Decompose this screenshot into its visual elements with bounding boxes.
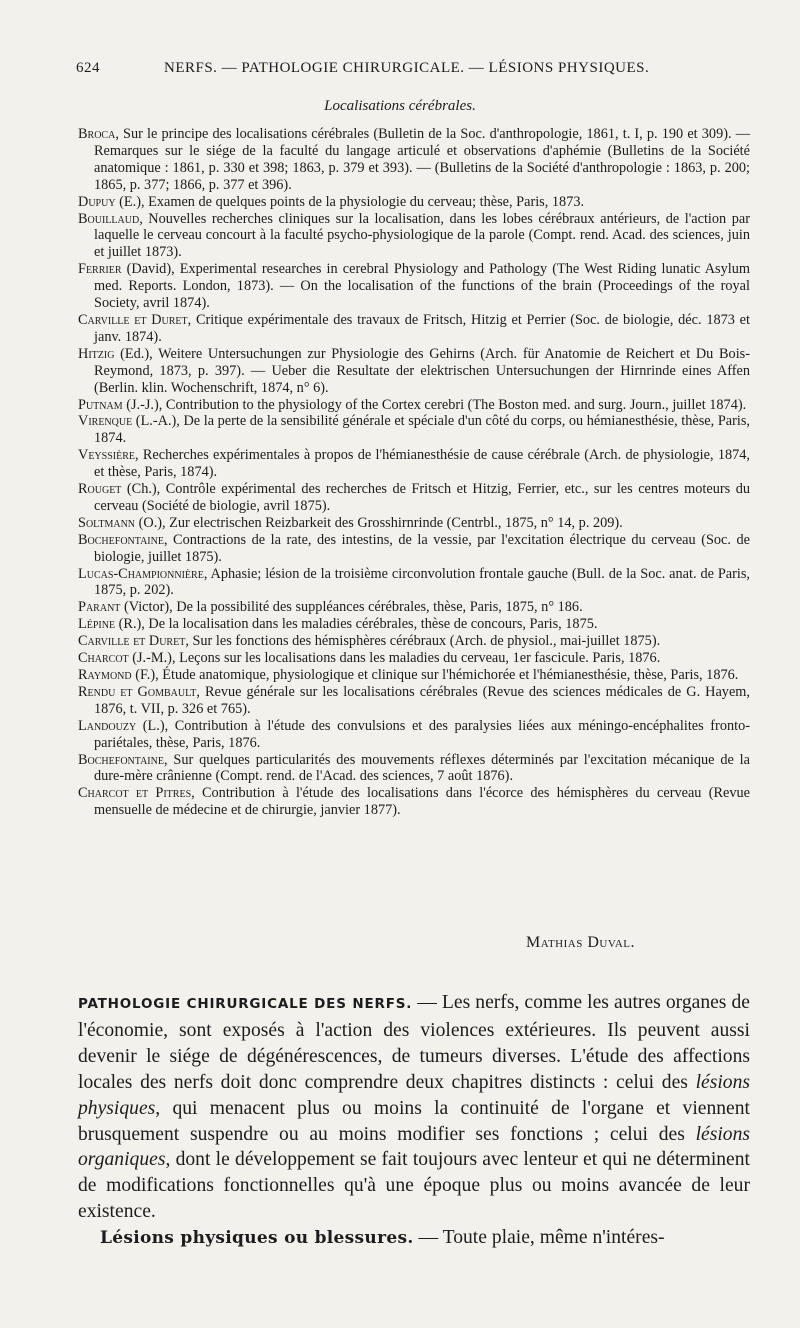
reference-author: Hitzig — [78, 345, 115, 362]
reference-text: , Aphasie; lésion de la troisième circonvolution frontale gauche (Bull. de la Soc. anat. de Paris, 1875, p. 202). — [94, 565, 750, 599]
reference-entry — [78, 413, 750, 447]
reference-author: Bochefontaine — [78, 531, 164, 548]
reference-text: (R.), De la localisation dans les maladies cérébrales, thèse de concours, Paris, 1875. — [115, 616, 598, 633]
reference-text: , Revue générale sur les localisations cérébrales (Revue des sciences médicales de G. Hayem, 1876, t. VII, p. 326 et 765). — [94, 683, 750, 717]
page-number: 624 — [76, 60, 100, 76]
reference-entry — [78, 126, 750, 194]
reference-text: , Sur les fonctions des hémisphères cérébraux (Arch. de physiol., mai-juillet 1875). — [185, 633, 661, 650]
reference-author: Parant — [78, 599, 121, 616]
reference-entry — [78, 650, 750, 667]
reference-entry — [78, 312, 750, 346]
reference-author: Soltmann — [78, 514, 136, 531]
reference-author: Rouget — [78, 481, 122, 498]
reference-text: (O.), Zur electrischen Reizbarkeit des Grosshirnrinde (Centrbl., 1875, n° 14, p. 209). — [135, 514, 623, 531]
paragraph-2: Lésions physiques ou blessures. — Toute plaie, même n'intéres- — [100, 1227, 665, 1249]
reference-text: (L.), Contribution à l'étude des convulsions et des paralysies liées aux méningo-encéphalites fronto-pariétales, thèse, Paris, 1876. — [94, 717, 750, 751]
reference-author: Raymond — [78, 667, 132, 683]
reference-author: Landouzy — [78, 717, 137, 734]
running-title: NERFS. — PATHOLOGIE CHIRURGICALE. — LÉSIONS PHYSIQUES. — [164, 60, 650, 76]
reference-entry — [78, 599, 750, 616]
reference-text: (David), Experimental researches in cerebral Physiology and Pathology (The West Riding lunatic Asylum med. Reports. London, 1873). — On the localisation of the functions of the brain (Proceedings of the royal Society, avril 1874). — [94, 261, 750, 312]
reference-entry — [78, 532, 750, 566]
reference-text: , Nouvelles recherches cliniques sur la localisation, dans les lobes cérébraux antérieurs, de l'action par laquelle le cerveau concourt à la faculté psycho-physiologique de la parole (Compt. rend. Acad. des sciences, juin et juillet 1873). — [94, 210, 750, 261]
reference-author: Ferrier — [78, 261, 122, 278]
reference-author: Dupuy — [78, 193, 116, 210]
reference-author: Rendu et Gombault — [78, 683, 197, 700]
reference-entry — [78, 718, 750, 752]
reference-author: Broca — [78, 126, 116, 142]
reference-list — [78, 126, 750, 819]
reference-author: Bochefontaine — [78, 751, 164, 768]
reference-entry — [78, 397, 750, 414]
reference-author: Veyssière — [78, 447, 135, 464]
author-signature: Mathias Duval. — [526, 934, 636, 951]
reference-author: Putnam — [78, 396, 123, 413]
reference-text: (Ed.), Weitere Untersuchungen zur Physiologie des Gehirns (Arch. für Anatomie de Reichert et Du Bois-Reymond, 1873, p. 397). — Ueber die Resultate der elektrischen Untersuchungen der Hirnrinde eines Affen (Berlin. klin. Wochenschrift, 1874, n° 6). — [94, 345, 750, 396]
reference-text: (L.-A.), De la perte de la sensibilité générale et spéciale d'un côté du corps, ou hémianesthésie, thèse, Paris, 1874. — [94, 413, 750, 447]
reference-entry — [78, 752, 750, 786]
reference-text: , Contribution à l'étude des localisations dans l'écorce des hémisphères du cerveau (Revue mensuelle de médecine et de chirurgie, janvier 1877). — [94, 785, 750, 819]
reference-entry — [78, 515, 750, 532]
reference-entry — [78, 447, 750, 481]
reference-text: , Recherches expérimentales à propos de l'hémianesthésie de cause cérébrale (Arch. de physiologie, 1874, et thèse, Paris, 1874). — [94, 447, 750, 481]
subsection-heading: Lésions physiques ou blessures. — [100, 1228, 414, 1249]
reference-text: , Sur quelques particularités des mouvements réflexes déterminés par l'excitation mécanique de la dure-mère crânienne (Compt. rend. de l'Acad. des sciences, 7 août 1876). — [94, 751, 750, 785]
reference-entry — [78, 194, 750, 211]
main-text — [78, 990, 750, 1252]
reference-entry — [78, 667, 750, 684]
reference-entry — [78, 261, 750, 312]
reference-author: Carville et Duret — [78, 633, 186, 650]
reference-author: Charcot — [78, 650, 129, 667]
reference-text: , Sur le principe des localisations cérébrales (Bulletin de la Soc. d'anthropologie, 1861, t. I, p. 190 et 309). — Remarques sur le siége de la faculté du langage articulé et observations d'aphémie (Bulletins de la Société anatomique : 1861, p. 330 et 398; 1863, p. 379 et 393). — (Bulletins de la Société d'anthropologie : 1863, p. 200; 1865, p. 377; 1866, p. 377 et 396). — [94, 126, 750, 193]
reference-author: Lépine — [78, 616, 116, 633]
reference-text: (J.-M.), Leçons sur les localisations dans les maladies du cerveau, 1er fascicule. Paris, 1876. — [128, 650, 661, 667]
reference-author: Bouillaud — [78, 210, 140, 227]
reference-text: (E.), Examen de quelques points de la physiologie du cerveau; thèse, Paris, 1873. — [115, 193, 585, 210]
reference-author: Charcot et Pitres — [78, 785, 192, 802]
reference-text: , Contractions de la rate, des intestins, de la vessie, par l'excitation électrique du cerveau (Soc. de biologie, juillet 1875). — [94, 531, 750, 565]
reference-text: , Critique expérimentale des travaux de Fritsch, Hitzig et Perrier (Soc. de biologie, déc. 1873 et janv. 1874). — [94, 311, 750, 345]
reference-text: (F.), Étude anatomique, physiologique et clinique sur l'hémichorée et l'hémianesthésie, thèse, Paris, 1876. — [131, 667, 739, 683]
reference-text: (Ch.), Contrôle expérimental des recherches de Fritsch et Hitzig, Ferrier, etc., sur les centres moteurs du cerveau (Société de biologie, avril 1875). — [94, 481, 750, 514]
reference-text: (Victor), De la possibilité des suppléances cérébrales, thèse, Paris, 1875, n° 186. — [120, 599, 583, 616]
section-title: Localisations cérébrales. — [324, 98, 476, 114]
reference-entry — [78, 616, 750, 633]
reference-author: Carville et Duret — [78, 311, 188, 328]
reference-entry — [78, 785, 750, 819]
reference-entry — [78, 211, 750, 262]
reference-author: Virenque — [78, 413, 133, 430]
paragraph-1: PATHOLOGIE CHIRURGICALE DES NERFS. — Les nerfs, comme les autres organes de l'économie, sont exposés à l'action des violences extérieures. Ils peuvent aussi devenir le siége de dégénérescences, de tumeurs diverses. L'étude des affections locales des nerfs doit donc comprendre deux chapitres distincts : celui des lésions physiques, qui menacent plus ou moins la continuité de l'organe et viennent brusquement suspendre ou au moins modifier ses fonctions ; celui des lésions organiques, dont le développement se fait toujours avec lenteur et qui ne déterminent de modifications fonctionnelles qu'à une époque plus ou moins avancée de leur existence. — [78, 992, 750, 1223]
reference-entry — [78, 566, 750, 600]
reference-entry — [78, 684, 750, 718]
section-heading: PATHOLOGIE CHIRURGICALE DES NERFS. — [78, 996, 413, 1012]
reference-author: Lucas-Championnière — [78, 565, 204, 582]
reference-text: (J.-J.), Contribution to the physiology of the Cortex cerebri (The Boston med. and surg. Journ., juillet 1874). — [122, 396, 747, 413]
reference-entry — [78, 481, 750, 515]
reference-entry — [78, 633, 750, 650]
reference-entry — [78, 346, 750, 397]
